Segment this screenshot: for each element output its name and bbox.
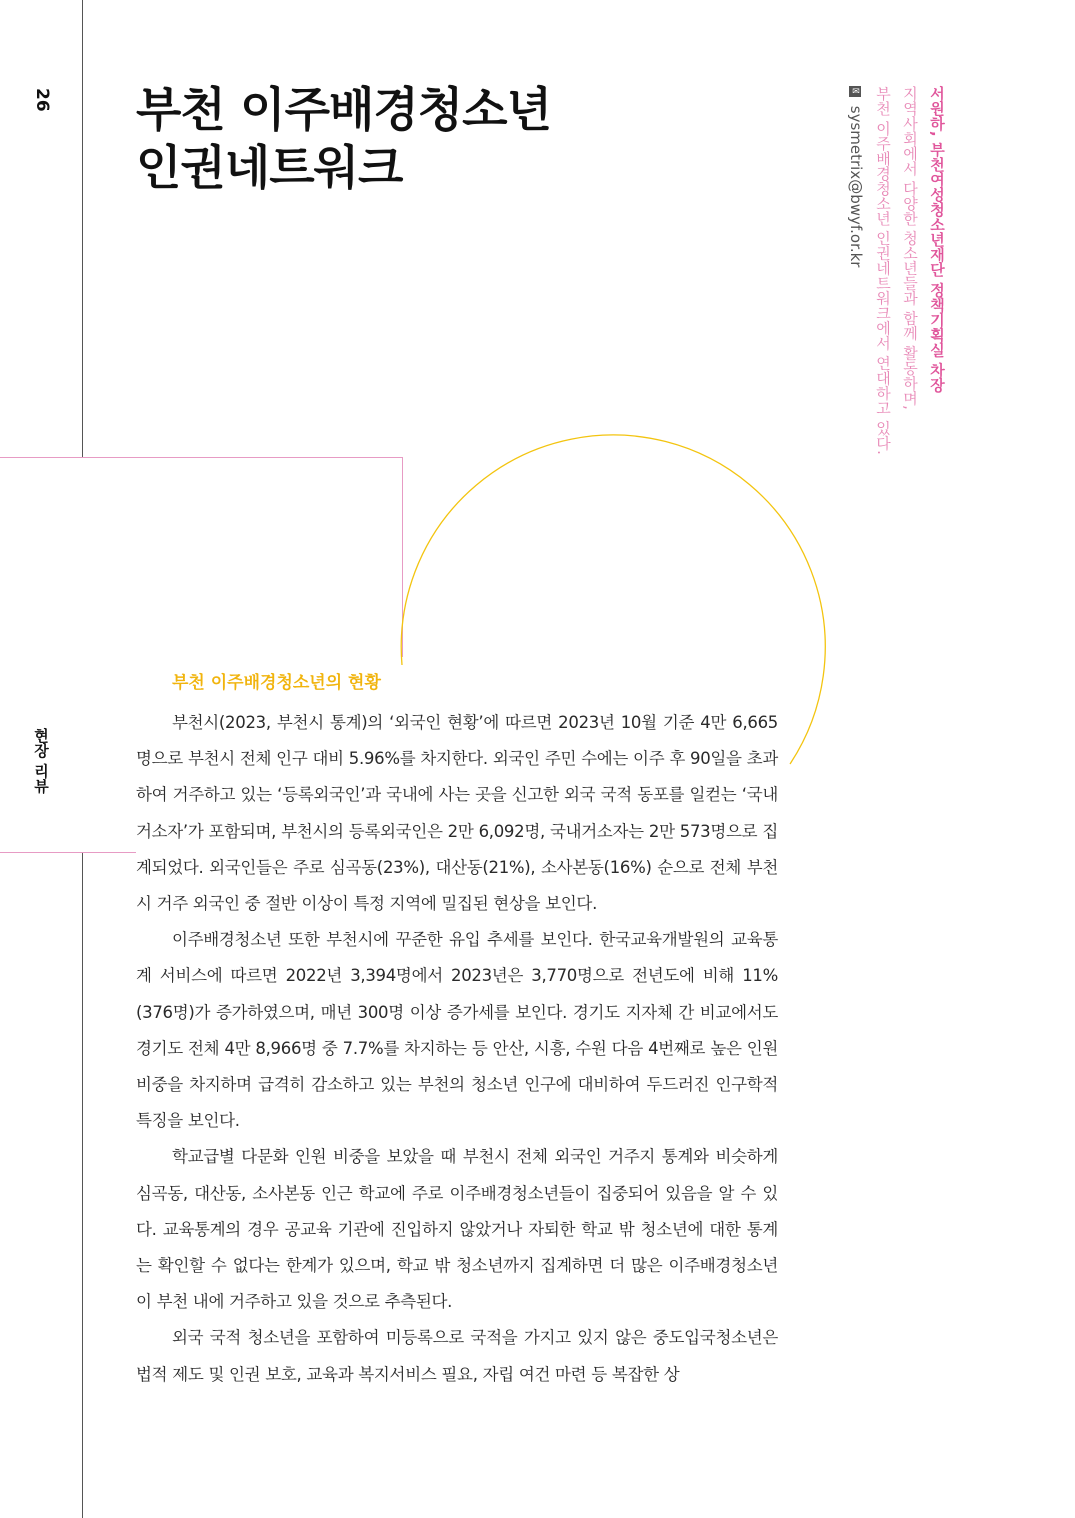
pink-rule-lower — [0, 852, 136, 853]
author-desc-line-1: 지역사회에서 다양한 청소년들과 함께 활동하며, — [901, 86, 919, 410]
author-desc-line-2: 부천 이주배경청소년 인권네트워크에서 연대하고 있다. — [874, 86, 892, 455]
section-label: 현장 리뷰 — [32, 728, 50, 794]
paragraph-3: 학교급별 다문화 인원 비중을 보았을 때 부천시 전체 외국인 거주지 통계와 비슷하게 심곡동, 대산동, 소사본동 인근 학교에 주로 이주배경청소년들이 집중되어 있음을 알 수 있다. 교육통계의 경우 공교육 기관에 진입하지 않았거나 자퇴한 학교 밖 청소년에 대한 통계는 확인할 수 없다는 한계가 있으며, 학교 밖 청소년까지 집계하면 더 많은 이주배경청소년이 부천 내에 거주하고 있을 것으로 추측된다. — [136, 1147, 778, 1312]
author-info — [842, 86, 950, 486]
article-body — [136, 705, 778, 1393]
mail-icon: ✉ — [851, 86, 861, 97]
margin-rule-bottom — [82, 852, 83, 1518]
paragraph-1: 부천시(2023, 부천시 통계)의 ‘외국인 현황’에 따르면 2023년 10월 기준 4만 6,665명으로 부천시 전체 인구 대비 5.96%를 차지한다. 외국인 주민 수에는 이주 후 90일을 초과하여 거주하고 있는 ‘등록외국인’과 국내에 사는 곳을 신고한 외국 국적 동포를 일컫는 ‘국내거소자’가 포함되며, 부천시의 등록외국인은 2만 6,092명, 국내거소자는 2만 573명으로 집계되었다. 외국인들은 주로 심곡동(23%), 대산동(21%), 소사본동(16%) 순으로 전체 부천시 거주 외국인 중 절반 이상이 특정 지역에 밀집된 현상을 보인다. — [136, 713, 778, 914]
article-title — [136, 82, 551, 198]
title-line-1: 부천 이주배경청소년 — [136, 83, 551, 138]
paragraph-4: 외국 국적 청소년을 포함하여 미등록으로 국적을 가지고 있지 않은 중도입국청소년은 법적 제도 및 인권 보호, 교육과 복지서비스 필요, 자립 여건 마련 등 복잡한 상 — [136, 1328, 778, 1384]
author-name: 서원하, 부천여성청소년재단 정책기획실 차장 — [928, 86, 946, 393]
pink-rule-upper — [0, 457, 403, 458]
paragraph-2: 이주배경청소년 또한 부천시에 꾸준한 유입 추세를 보인다. 한국교육개발원의 교육통계 서비스에 따르면 2022년 3,394명에서 2023년은 3,770명으로 전년도에 비해 11%(376명)가 증가하였으며, 매년 300명 이상 증가세를 보인다. 경기도 지자체 간 비교에서도 경기도 전체 4만 8,966명 중 7.7%를 차지하는 등 안산, 시흥, 수원 다음 4번째로 높은 인원 비중을 차지하며 급격히 감소하고 있는 부천의 청소년 인구에 대비하여 두드러진 인구학적 특징을 보인다. — [136, 930, 778, 1131]
author-email-line — [842, 86, 869, 486]
title-line-2: 인권네트워크 — [136, 141, 403, 196]
page-number: 26 — [32, 88, 52, 112]
margin-rule-top — [82, 0, 83, 457]
author-email[interactable]: sysmetrix@bwyf.or.kr — [847, 105, 865, 268]
section-heading: 부천 이주배경청소년의 현황 — [172, 673, 381, 693]
